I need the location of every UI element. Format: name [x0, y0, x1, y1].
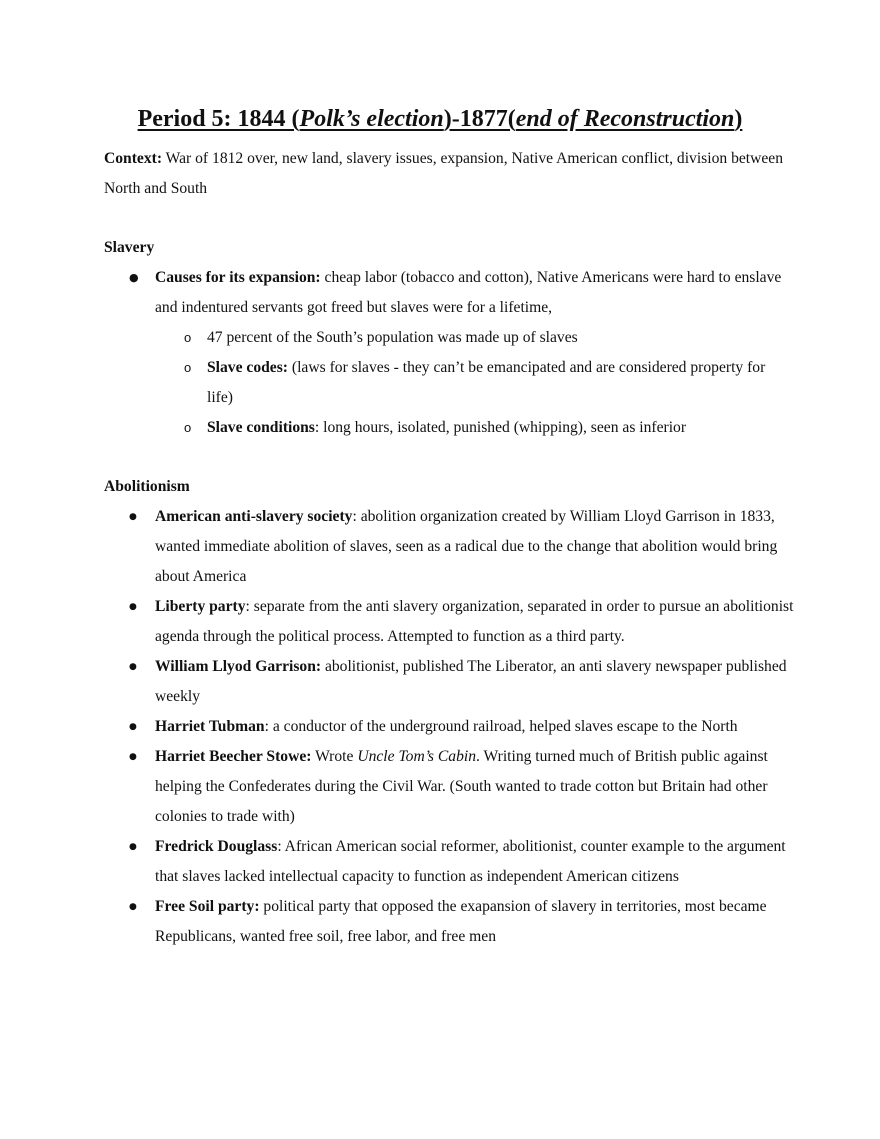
list-item: [104, 263, 794, 443]
title-suffix: ): [734, 106, 743, 132]
sub-list: [155, 323, 794, 443]
item-text: : separate from the anti slavery organization, separated in order to pursue an abolitionist agenda through the political process. Attempted to function as a third party.: [155, 598, 794, 645]
title-italic-reconstruction: end of Reconstruction: [515, 106, 735, 132]
item-text: 47 percent of the South’s population was made up of slaves: [207, 329, 578, 346]
list-item: [104, 832, 794, 892]
list-item: [104, 502, 794, 592]
sub-list-item: [155, 413, 794, 443]
context-text: War of 1812 over, new land, slavery issues, expansion, Native American conflict, division between North and South: [104, 150, 784, 197]
sub-list-item: [155, 353, 794, 413]
item-text: : abolition organization created by William Lloyd Garrison in 1833, wanted immediate abolition of slaves, seen as a radical due to the change that abolition would bring about America: [155, 508, 778, 585]
item-text: abolitionist, published The Liberator, an anti slavery newspaper published weekly: [155, 658, 787, 705]
item-term: Causes for its expansion:: [155, 269, 321, 286]
context-label: Context:: [104, 150, 163, 167]
item-text: cheap labor (tobacco and cotton), Native Americans were hard to enslave and indentured servants got freed but slaves were for a lifetime,: [155, 269, 782, 316]
item-text: : African American social reformer, abolitionist, counter example to the argument that slaves lacked intellectual capacity to function as independent American citizens: [155, 838, 786, 885]
abolitionism-list: [104, 502, 794, 952]
list-item: [104, 712, 794, 742]
item-term: William Llyod Garrison:: [155, 658, 322, 675]
item-text: political party that opposed the exapansion of slavery in territories, most became Republicans, wanted free soil, free labor, and free men: [155, 898, 767, 945]
item-text: . Writing turned much of British public against helping the Confederates during the Civil War. (South wanted to trade cotton but Britain had other colonies to trade with): [155, 748, 768, 825]
item-term: Harriet Tubman: [155, 718, 265, 735]
title-prefix: Period 5: 1844 (: [137, 106, 300, 132]
item-term: Slave conditions: [207, 419, 315, 436]
sub-list-item: [155, 323, 794, 353]
item-term: Harriet Beecher Stowe:: [155, 748, 312, 765]
page-title: [0, 102, 880, 136]
slavery-list: [104, 263, 794, 443]
item-term: Fredrick Douglass: [155, 838, 278, 855]
item-text: (laws for slaves - they can’t be emancipated and are considered property for life): [207, 359, 766, 406]
list-item: [104, 652, 794, 712]
section-heading-abolitionism: Abolitionism: [104, 478, 190, 495]
item-term: American anti-slavery society: [155, 508, 353, 525]
list-item: [104, 592, 794, 652]
item-text: Wrote: [311, 748, 358, 765]
section-heading-slavery: Slavery: [104, 239, 155, 256]
list-item: [104, 742, 794, 832]
title-middle: )-1877(: [443, 106, 516, 132]
item-text: : a conductor of the underground railroad, helped slaves escape to the North: [264, 718, 738, 735]
title-italic-polk: Polk’s election: [299, 106, 444, 132]
list-item: [104, 892, 794, 952]
item-text: : long hours, isolated, punished (whipping), seen as inferior: [314, 419, 687, 436]
item-term: Free Soil party:: [155, 898, 260, 915]
item-term: Liberty party: [155, 598, 246, 615]
item-term: Slave codes:: [207, 359, 288, 376]
book-title: Uncle Tom’s Cabin: [357, 748, 477, 765]
context-paragraph: [104, 144, 794, 204]
